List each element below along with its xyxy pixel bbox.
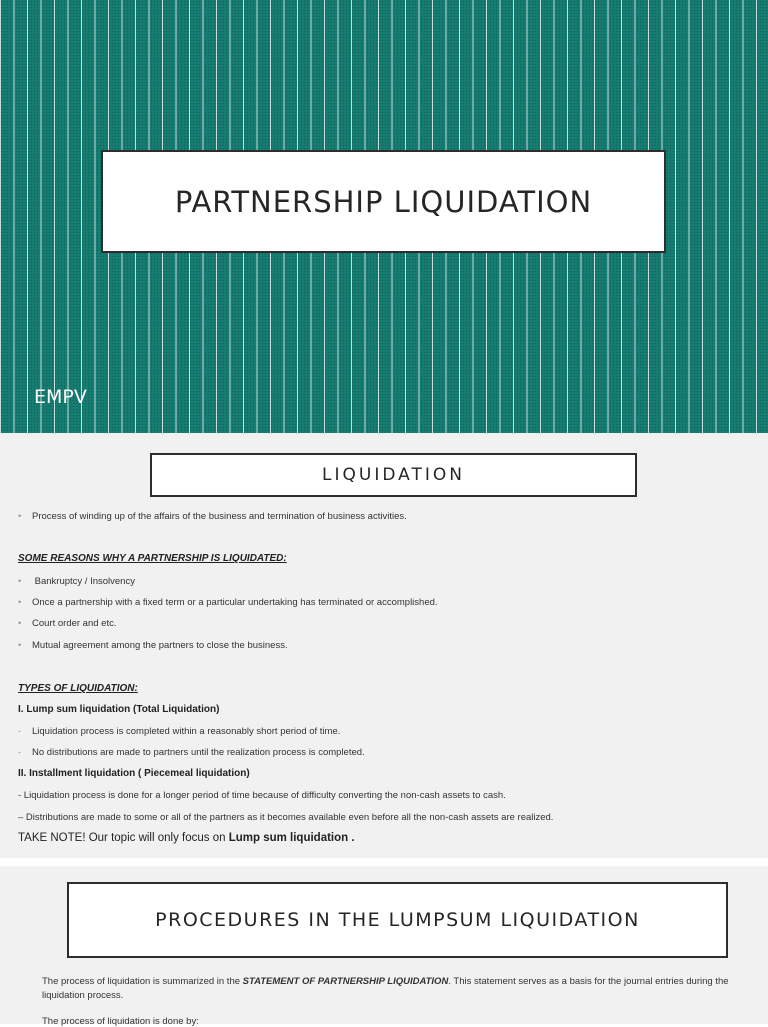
reason-text: Court order and etc. [32,618,117,629]
take-note [18,832,355,844]
reason-text: Mutual agreement among the partners to close the business. [32,640,288,651]
type1-title: I. Lump sum liquidation (Total Liquidation) [18,704,220,715]
procedures-heading: PROCEDURES IN THE LUMPSUM LIQUIDATION [155,909,640,931]
author-label: EMPV [34,386,87,408]
liquidation-slide [0,433,768,858]
liquidation-heading: LIQUIDATION [322,465,465,485]
procedures-slide [0,866,768,1027]
bullet-icon: • [18,511,22,522]
slide-title: PARTNERSHIP LIQUIDATION [174,184,593,219]
type2-title: II. Installment liquidation ( Piecemeal liquidation) [18,768,250,779]
type1-point-text: Liquidation process is completed within a reasonably short period of time. [32,726,341,737]
reason-text: Bankruptcy / Insolvency [32,576,135,587]
take-note-emphasis: Lump sum liquidation . [228,832,355,844]
title-slide [0,0,768,433]
liquidation-heading-box [150,453,637,497]
type2-point: - Liquidation process is done for a longer period of time because of difficulty converting the non-cash assets to cash. [18,790,506,801]
take-note-text: TAKE NOTE! Our topic will only focus on [18,832,229,844]
bullet-icon: • [18,576,22,587]
reason-item [18,640,288,651]
procedures-heading-box [67,882,728,958]
procedures-paragraph [42,975,732,1003]
paragraph-text-end: . This statement serves as a basis for the journal entries during the liquidation process. [42,976,729,1001]
reason-item [18,618,117,629]
types-heading: TYPES OF LIQUIDATION: [18,683,138,694]
reasons-heading: SOME REASONS WHY A PARTNERSHIP IS LIQUIDATED: [18,553,287,564]
dash-icon: - [18,747,22,758]
bullet-icon: • [18,597,22,608]
procedures-intro: The process of liquidation is done by: [42,1016,199,1027]
dash-icon: - [18,726,22,737]
type1-point [18,726,340,737]
paragraph-text: The process of liquidation is summarized in the [42,976,243,987]
title-box [101,150,666,253]
type2-point: – Distributions are made to some or all of the partners as it becomes available even before all the non-cash assets are realized. [18,812,554,823]
definition-text: Process of winding up of the affairs of the business and termination of business activities. [32,511,407,522]
bullet-icon: • [18,618,22,629]
reason-item [18,597,438,608]
paragraph-emphasis: STATEMENT OF PARTNERSHIP LIQUIDATION [242,976,449,987]
reason-item [18,576,135,587]
type1-point [18,747,365,758]
reason-text: Once a partnership with a fixed term or a particular undertaking has terminated or accomplished. [32,597,438,608]
bullet-icon: • [18,640,22,651]
definition-item [18,511,407,522]
type1-point-text: No distributions are made to partners until the realization process is completed. [32,747,365,758]
